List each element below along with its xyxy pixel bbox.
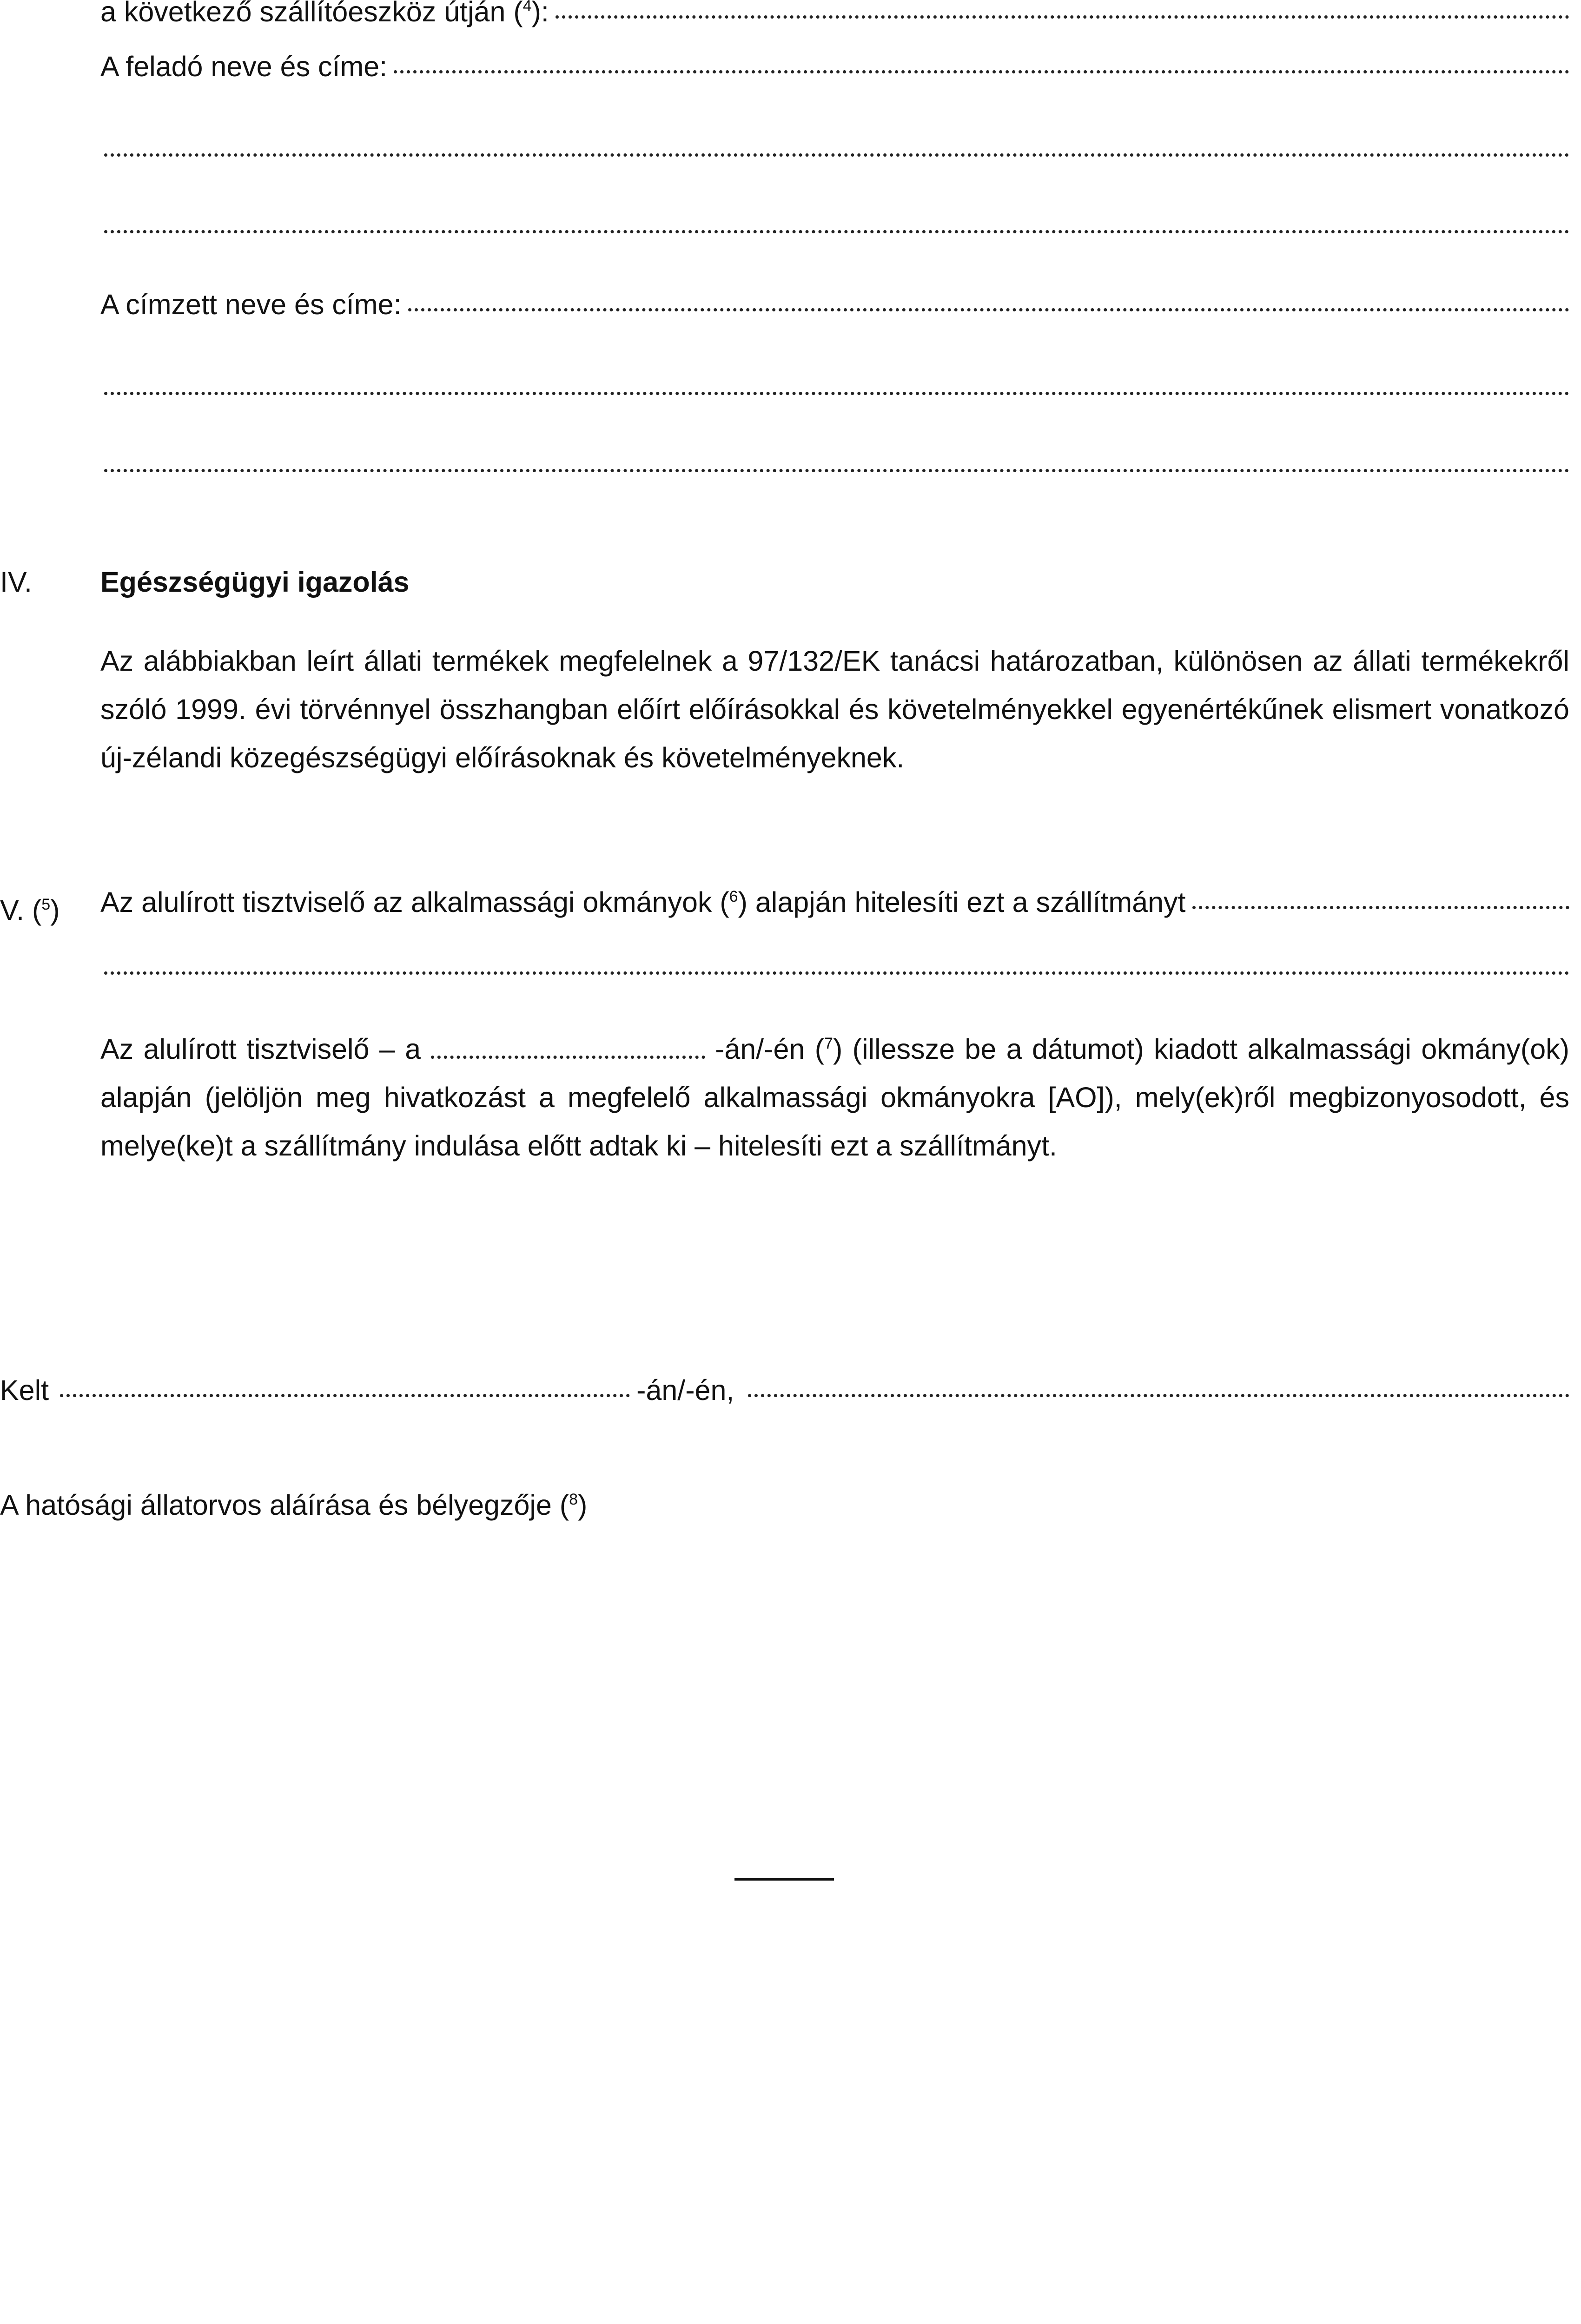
kelt-label: Kelt (0, 1374, 49, 1406)
footnote-ref-5: 5 (41, 896, 51, 913)
section-iv-number: IV. (0, 566, 32, 598)
place-field[interactable] (60, 1394, 630, 1397)
consignment-field-line-1[interactable] (1192, 906, 1570, 909)
signature-label: A hatósági állatorvos aláírása és bélyegzője ($^8$) (0, 1489, 588, 1521)
date-suffix: -án/-én, (636, 1374, 734, 1406)
section-v-number: V. ($^5$) (0, 894, 60, 926)
sender-label: A feladó neve és címe: (100, 51, 388, 82)
section-iv-title: Egészségügyi igazolás (100, 566, 410, 598)
sender-field-line-2[interactable] (104, 153, 1569, 157)
kelt-row (0, 1374, 1569, 1422)
sender-field-line-1[interactable] (394, 70, 1569, 73)
recipient-field-line-1[interactable] (408, 308, 1569, 311)
recipient-row (100, 288, 1569, 337)
section-v-line-1 (100, 886, 1569, 934)
recipient-field-line-2[interactable] (104, 392, 1569, 395)
transport-row (100, 0, 1569, 44)
issue-date-field[interactable] (431, 1056, 705, 1059)
recipient-label: A címzett neve és címe: (100, 289, 402, 320)
signature-line (734, 1878, 834, 1881)
section-v-line-1-text: Az alulírott tisztviselő az alkalmassági okmányok ($^6$) alapján hitelesíti ezt a szállítmányt (100, 886, 1186, 918)
sender-field-line-3[interactable] (104, 230, 1569, 233)
footnote-ref-7: 7 (824, 1035, 833, 1052)
section-v-paragraph: Az alulírott tisztviselő – a -án/-én ($^7$) (illessze be a dátumot) kiadott alkalmassági okmány(ok) alapján (jelöljön meg hivatkozást a megfelelő alkalmassági okmányokra [AO]), mely(ek)ről megbizonyosodott, és melye(ke)t a szállítmány indulása előtt adtak ki – hitelesíti ezt a szállítmányt. (100, 1033, 1569, 1162)
consignment-field-line-2[interactable] (104, 971, 1569, 975)
recipient-field-line-3[interactable] (104, 469, 1569, 472)
transport-label: a következő szállítóeszköz útján ($^4$): (100, 0, 549, 28)
date-field[interactable] (748, 1394, 1569, 1397)
footnote-ref-8: 8 (569, 1491, 578, 1508)
footnote-ref-6: 6 (729, 888, 738, 905)
section-iv-text: Az alábbiakban leírt állati termékek megfelelnek a 97/132/EK tanácsi határozatban, különösen az állati termékekről szóló 1999. évi törvénnyel összhangban előírt előírásokkal és követelményekkel egyenértékűnek elismert vonatkozó új-zélandi közegészségügyi előírásoknak és követelményeknek. (100, 645, 1569, 773)
sender-row (100, 50, 1569, 99)
transport-field[interactable] (556, 15, 1569, 19)
footnote-ref-4: 4 (523, 0, 532, 15)
